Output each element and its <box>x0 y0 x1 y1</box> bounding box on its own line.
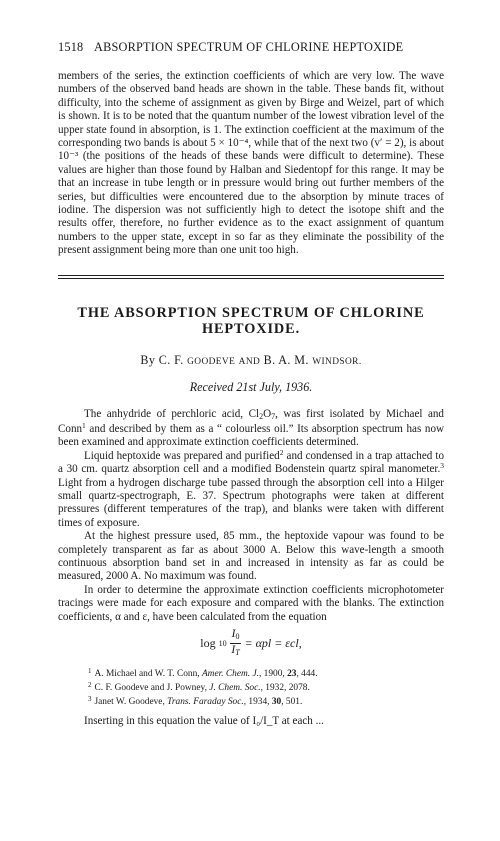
page <box>58 40 444 728</box>
author-initials: C. F. <box>158 352 184 367</box>
footnote-ref: 2 <box>279 447 284 457</box>
author-surname: GOODEVE <box>187 356 236 367</box>
running-head <box>58 40 444 55</box>
paragraph-preparation: Liquid heptoxide was prepared and purified$^2$ and condensed in a trap attached to a 30 cm. quartz absorption cell and a modified Bodenstein quartz spiral manometer.$^3$ Light from a hydrogen discharge tube passed through the absorption cell into a Hilger small quartz-spectrograph, E. 37. Spectrum photographs were taken at different pressures (different temperatures of the trap), and blanks were taken with different times of exposure. <box>58 447 445 529</box>
article-authors: By C. F. GOODEVE AND B. A. M. WINDSOR. <box>140 352 362 367</box>
running-title: ABSORPTION SPECTRUM OF CHLORINE HEPTOXIDE <box>94 40 404 54</box>
author-surname: WINDSOR. <box>312 356 362 367</box>
footnote: $^2$ C. F. Goodeve and J. Powney, J. Chem. Soc., 1932, 2078. <box>88 681 310 694</box>
paragraph-method: In order to determine the approximate extinction coefficients microphotometer tracings were made for each exposure and compared with the blanks. The extinction coefficients, α and ε, have been calculated from the equation <box>58 583 444 623</box>
continued-paragraph: members of the series, the extinction coefficients of which are very low. The wave numbers of the observed band heads are shown in the table. These bands fit, without difficulty, into the scheme of assignment as given by Birge and Weizel, part of which is shown. It is to be noted that the quantum number of the lowest vibration level of the upper state found in absorption, is 1. The extinction coefficient at the maximum of the corresponding two bands is about 5 × 10⁻⁴, while that of the next two (v′ = 2), is about 10⁻³ (the positions of the heads of these bands were difficult to determine). These values are higher than those found by Halban and Siedentopf for this range. It may be that an increase in tube length or in pressure would bring out further members of the series, but difficulties were encountered due to the absorption by minute traces of iodine. The dispersion was not sufficiently high to detect the isotope shift and the results offer, therefore, no further evidence as to the exact assignment of quantum numbers to the upper state, except in so far as they eliminate the possibility of the present assignment being more than one unit too high. <box>58 70 444 257</box>
footnote-ref: 3 <box>440 461 444 471</box>
footnotes <box>58 666 444 709</box>
received-date: Received 21st July, 1936. <box>189 379 313 394</box>
page-number: 1518 <box>58 40 84 54</box>
paragraph-results: At the highest pressure used, 85 mm., the heptoxide vapour was found to be completely transparent as far as about 3000 A. Below this wave-length a smooth continuous absorption band set in and increased in intensity as far as could be measured, 2000 A. No maximum was found. <box>58 530 444 583</box>
equation: log 10 $\frac{I_0}{I_T}$ = αpl = εcl, <box>200 628 302 657</box>
author-initials: B. A. M. <box>263 352 309 367</box>
footnote-ref: 1 <box>82 420 86 430</box>
article-title: THE ABSORPTION SPECTRUM OF CHLORINE HEPTOXIDE. <box>77 304 425 338</box>
footnote: $^1$ A. Michael and W. T. Conn, Amer. Chem. J., 1900, 23, 444. <box>88 667 318 679</box>
section-divider <box>58 275 444 279</box>
paragraph-tail: Inserting in this equation the value of I₀/I_T at each ... <box>84 714 324 727</box>
footnote: $^3$ Janet W. Goodeve, Trans. Faraday Soc., 1934, 30, 501. <box>88 695 303 708</box>
paragraph-intro: The anhydride of perchloric acid, $Cl_2O_7$, was first isolated by Michael and Conn$^1$ and described by them as a “ colourless oil.” Its absorption spectrum has now been examined and approximate extinction coefficients determined. <box>58 407 444 449</box>
